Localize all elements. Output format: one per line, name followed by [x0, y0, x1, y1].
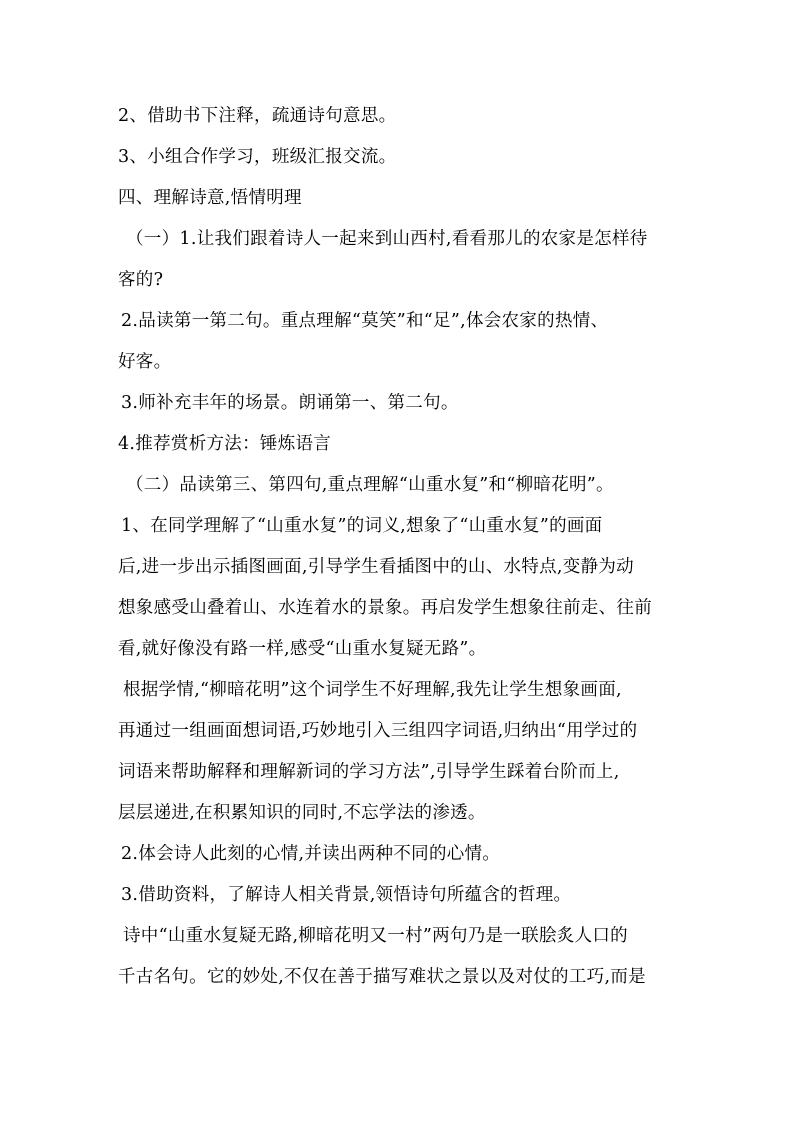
line-14: 看,就好像没有路一样,感受“山重水复疑无路”。: [118, 639, 487, 659]
line-13: 想象感受山叠着山、水连着水的景象。再启发学生想象往前走、往前: [118, 598, 652, 618]
line-1: 2、借助书下注释，疏通诗句意思。: [118, 106, 397, 126]
line-9: 4.推荐赏析方法：锤炼语言: [118, 434, 332, 454]
line-4: （一）1.让我们跟着诗人一起来到山西村,看看那儿的农家是怎样待: [126, 229, 648, 249]
line-2: 3、小组合作学习，班级汇报交流。: [118, 147, 397, 167]
line-7: 好客。: [118, 352, 172, 372]
section-heading-four: 四、理解诗意,悟情明理: [118, 188, 302, 208]
line-22: 千古名句。它的妙处,不仅在善于描写难状之景以及对仗的工巧,而是: [118, 967, 646, 987]
line-8: 3.师补充丰年的场景。朗诵第一、第二句。: [121, 393, 459, 413]
line-5: 客的?: [118, 270, 164, 290]
line-10: （二）品读第三、第四句,重点理解“山重水复”和“柳暗花明”。: [126, 475, 614, 495]
line-18: 层层递进,在积累知识的同时,不忘学法的渗透。: [118, 803, 486, 823]
line-11: 1、在同学理解了“山重水复”的词义,想象了“山重水复”的画面: [121, 516, 603, 536]
line-6: 2.品读第一第二句。重点理解“莫笑”和“足”,体会农家的热情、: [121, 311, 609, 331]
line-17: 词语来帮助解释和理解新词的学习方法”,引导学生踩着台阶而上,: [118, 762, 620, 782]
line-12: 后,进一步出示插图画面,引导学生看插图中的山、水特点,变静为动: [118, 557, 634, 577]
line-20: 3.借助资料，了解诗人相关背景,领悟诗句所蕴含的哲理。: [121, 885, 572, 905]
line-16: 再通过一组画面想词语,巧妙地引入三组四字词语,归纳出“用学过的: [118, 721, 638, 741]
document-body: [118, 100, 678, 1002]
line-19: 2.体会诗人此刻的心情,并读出两种不同的心情。: [121, 844, 501, 864]
line-21: 诗中“山重水复疑无路,柳暗花明又一村”两句乃是一联脍炙人口的: [123, 926, 628, 946]
line-15: 根据学情,“柳暗花明”这个词学生不好理解,我先让学生想象画面,: [123, 680, 622, 700]
